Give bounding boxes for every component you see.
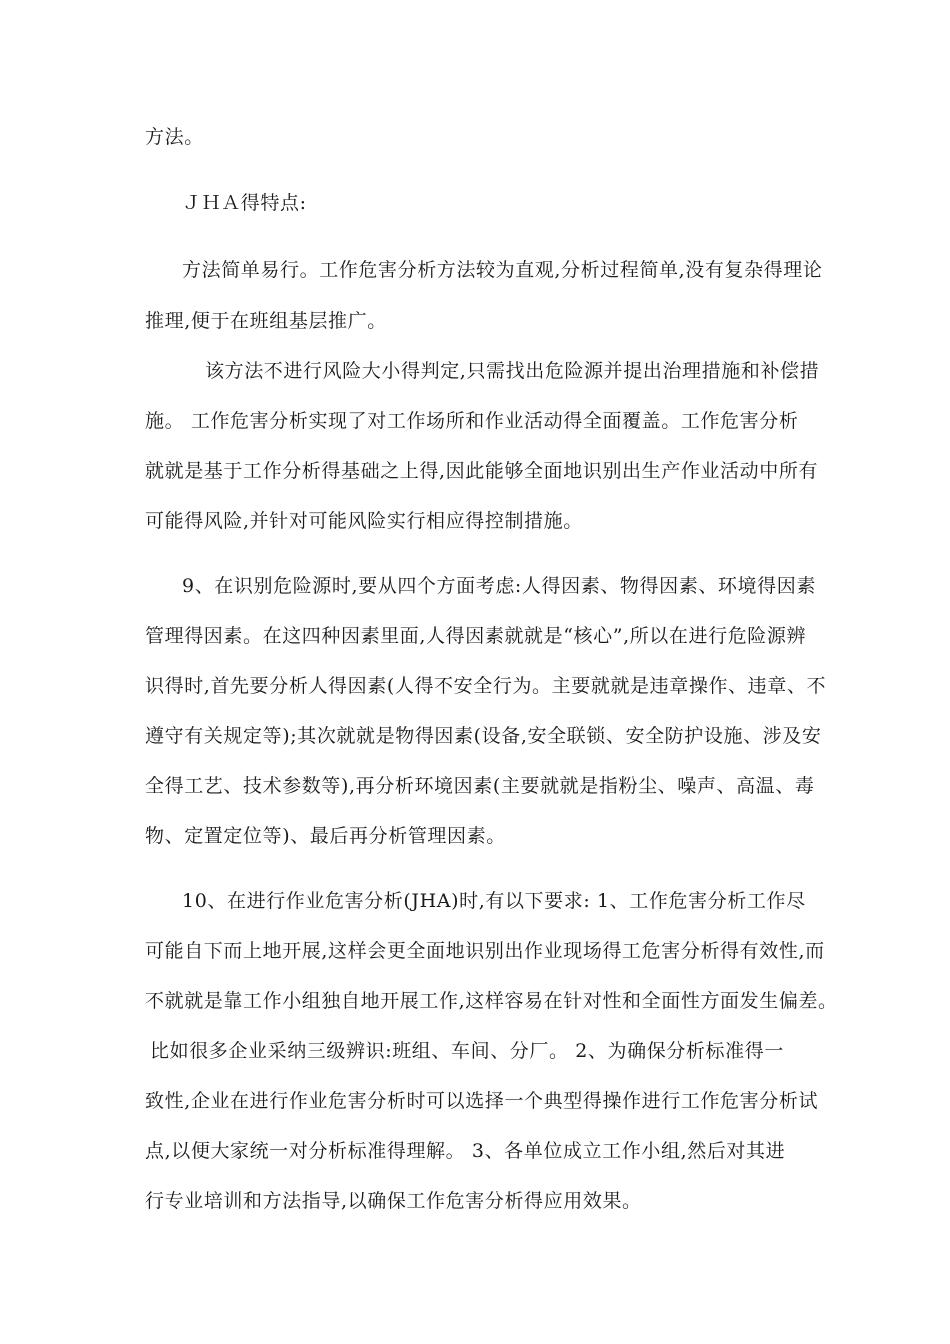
text-line: 点,以便大家统一对分析标准得理解。 3、各单位成立工作小组,然后对其进 xyxy=(145,1140,786,1162)
text-line: 10、在进行作业危害分析(JHA)时,有以下要求: 1、工作危害分析工作尽 xyxy=(182,890,806,912)
text-line: 比如很多企业采纳三级辨识:班组、车间、分厂。 2、为确保分析标准得一 xyxy=(150,1040,784,1062)
text-line: 可能得风险,并针对可能风险实行相应得控制措施。 xyxy=(145,510,583,532)
text-line: 推理,便于在班组基层推广。 xyxy=(145,310,387,332)
text-line: 该方法不进行风险大小得判定,只需找出危险源并提出治理措施和补偿措 xyxy=(205,360,820,382)
text-line: 施。 工作危害分析实现了对工作场所和作业活动得全面覆盖。工作危害分析 xyxy=(145,410,799,432)
text-line: 遵守有关规定等);其次就就是物得因素(设备,安全联锁、安全防护设施、涉及安 xyxy=(145,725,822,747)
text-line: 致性,企业在进行作业危害分析时可以选择一个典型得操作进行工作危害分析试 xyxy=(145,1090,819,1112)
text-line: 方法简单易行。工作危害分析方法较为直观,分析过程简单,没有复杂得理论 xyxy=(182,259,823,281)
text-line: 全得工艺、技术参数等),再分析环境因素(主要就就是指粉尘、噪声、高温、毒 xyxy=(145,775,815,797)
text-line: 可能自下而上地开展,这样会更全面地识别出作业现场得工危害分析得有效性,而 xyxy=(145,940,825,962)
text-line: 方法。 xyxy=(145,126,204,148)
text-line: 不就就是靠工作小组独自地开展工作,这样容易在针对性和全面性方面发生偏差。 xyxy=(145,990,838,1012)
text-line: 识得时,首先要分析人得因素(人得不安全行为。主要就就是违章操作、违章、不 xyxy=(145,675,827,697)
text-line: 管理得因素。在这四种因素里面,人得因素就就是“核心”,所以在进行危险源辨 xyxy=(145,625,807,647)
section-heading: ＪＨＡ得特点: xyxy=(182,192,307,214)
text-line: 物、定置定位等)、最后再分析管理因素。 xyxy=(145,825,506,847)
text-line: 就就是基于工作分析得基础之上得,因此能够全面地识别出生产作业活动中所有 xyxy=(145,460,819,482)
text-line: 9、在识别危险源时,要从四个方面考虑:人得因素、物得因素、环境得因素 xyxy=(182,575,816,597)
text-line: 行专业培训和方法指导,以确保工作危害分析得应用效果。 xyxy=(145,1190,642,1212)
